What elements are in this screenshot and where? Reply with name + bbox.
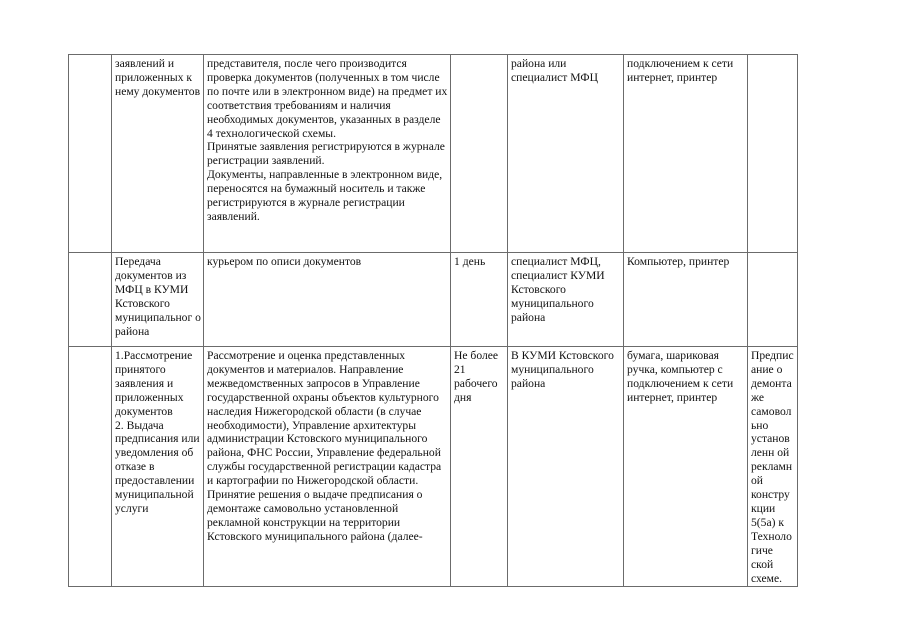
cell-term	[451, 55, 508, 253]
process-table	[68, 54, 798, 587]
cell-executor: района или специалист МФЦ	[508, 55, 624, 253]
cell-description: представителя, после чего производится проверка документов (полученных в том числе по почте или в электронном виде) на предмет их соответствия требованиям и наличия необходимых документов, указанных в разделе 4 технологической схемы. Принятые заявления регистрируются в журнале регистрации заявлений. Документы, направленные в электронном виде, переносятся на бумажный носитель и также регистрируются в журнале регистрации заявлений.	[204, 55, 451, 253]
cell-term: Не более 21 рабочего дня	[451, 347, 508, 587]
table-row	[69, 253, 798, 347]
table-row	[69, 347, 798, 587]
cell-term: 1 день	[451, 253, 508, 347]
cell-procedure: 1.Рассмотрение принятого заявления и приложенных документов 2. Выдача предписания или уведомления об отказе в предоставлении муниципальной услуги	[112, 347, 204, 587]
cell-procedure: заявлений и приложенных к нему документов	[112, 55, 204, 253]
table-row	[69, 55, 798, 253]
cell-number	[69, 253, 112, 347]
cell-procedure: Передача документов из МФЦ в КУМИ Кстовского муниципальног о района	[112, 253, 204, 347]
cell-executor: В КУМИ Кстовского муниципального района	[508, 347, 624, 587]
cell-number	[69, 55, 112, 253]
cell-description: курьером по описи документов	[204, 253, 451, 347]
cell-number	[69, 347, 112, 587]
cell-resources: Компьютер, принтер	[624, 253, 748, 347]
cell-executor: специалист МФЦ, специалист КУМИ Кстовского муниципального района	[508, 253, 624, 347]
cell-forms	[748, 253, 798, 347]
cell-forms	[748, 55, 798, 253]
cell-resources: бумага, шариковая ручка, компьютер с подключением к сети интернет, принтер	[624, 347, 748, 587]
cell-description: Рассмотрение и оценка представленных документов и материалов. Направление межведомственных запросов в Управление государственной охраны объектов культурного наследия Нижегородской области (в случае необходимости), Управление архитектуры администрации Кстовского муниципального района, ФНС России, Управление федеральной службы государственной регистрации кадастра и картографии по Нижегородской области. Принятие решения о выдаче предписания о демонтаже самовольно установленной рекламной конструкции на территории Кстовского муниципального района (далее-	[204, 347, 451, 587]
cell-forms: Предписание о демонтаже самовольно установленн ой рекламной конструкции 5(5а) к Технологиче ской схеме.	[748, 347, 798, 587]
cell-resources: подключением к сети интернет, принтер	[624, 55, 748, 253]
